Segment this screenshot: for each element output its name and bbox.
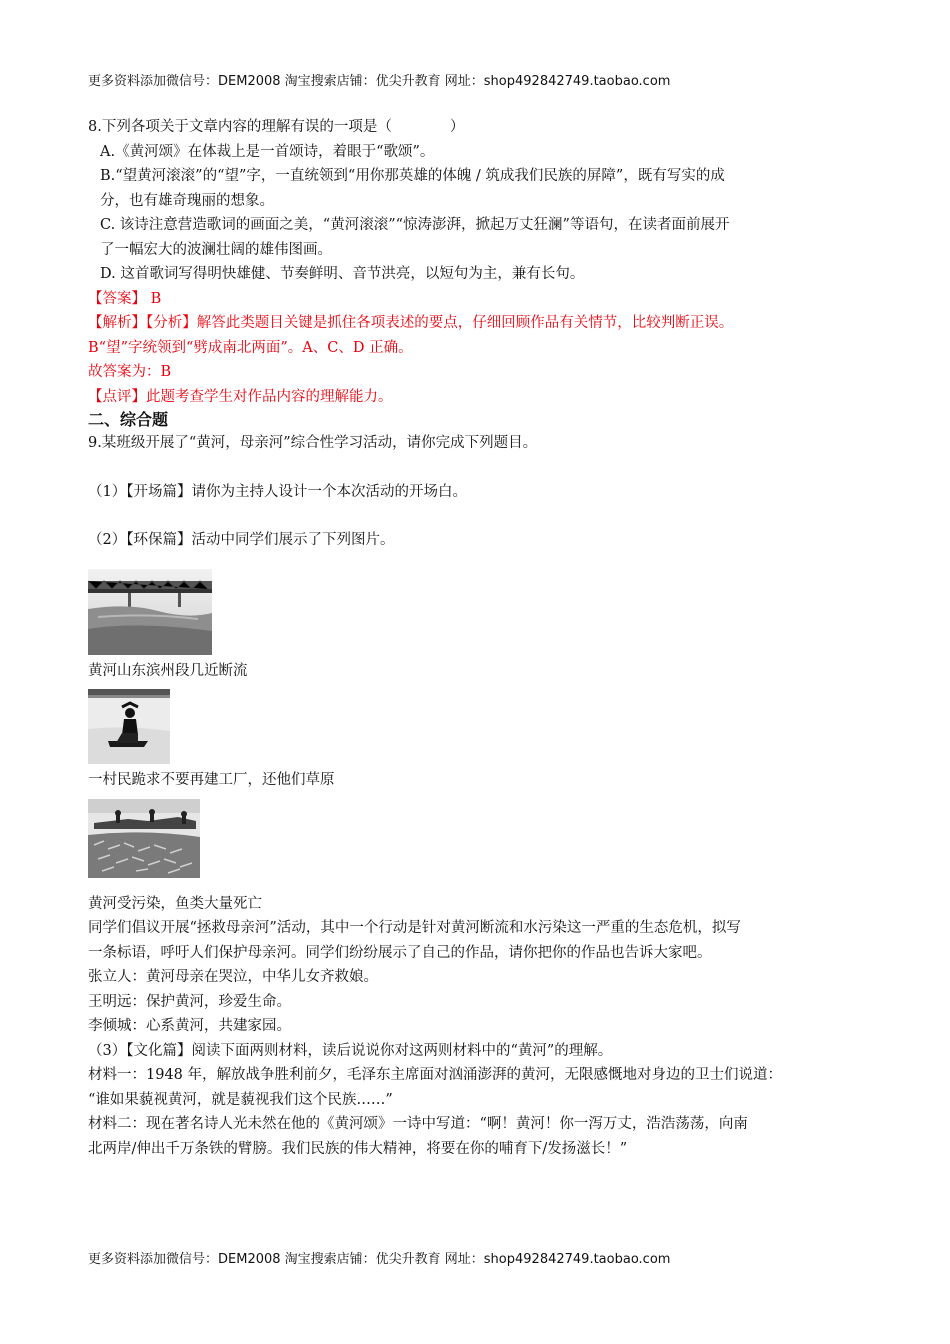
part-2: （2）【环保篇】活动中同学们展示了下列图片。 (88, 532, 395, 548)
question-8-stem: 8.下列各项关于文章内容的理解有误的一项是（ ） (88, 119, 465, 135)
paragraph-line-1: 同学们倡议开展“拯救母亲河”活动，其中一个行动是针对黄河断流和水污染这一严重的生态危机，拟写 (88, 920, 741, 936)
section-title: 二、综合题 (88, 410, 169, 429)
analysis-line-1: 【解析】【分析】解答此类题目关键是抓住各项表述的要点，仔细回顾作品有关情节，比较判断正误。 (88, 315, 734, 331)
question-9-stem: 9.某班级开展了“黄河，母亲河”综合性学习活动，请你完成下列题目。 (88, 435, 538, 451)
slogan-1: 张立人：黄河母亲在哭泣，中华儿女齐救娘。 (88, 969, 378, 985)
photo-dead-fish (88, 799, 200, 878)
slogan-2: 王明远：保护黄河，珍爱生命。 (88, 993, 291, 1010)
photo-bridge-river (88, 569, 212, 655)
comment-line: 【点评】此题考查学生对作品内容的理解能力。 (88, 388, 393, 405)
part-1: （1）【开场篇】请你为主持人设计一个本次活动的开场白。 (88, 483, 467, 500)
analysis-line-2: B“望”字统领到“劈成南北两面”。A、C、D 正确。 (88, 339, 413, 356)
option-b: B.“望黄河滚滚”的“望”字，一直统领到“用你那英雄的体魄 / 筑成我们民族的屏障”，既有写实的成 (100, 168, 725, 184)
caption-1: 黄河山东滨州段几近断流 (88, 662, 248, 679)
material-1-line-1: 材料一：1948 年，解放战争胜利前夕，毛泽东主席面对汹涌澎湃的黄河，无限感慨地对身边的卫士们说道： (88, 1067, 783, 1083)
material-2-line-1: 材料二：现在著名诗人光未然在他的《黄河颂》一诗中写道：“啊！黄河！你一泻万丈，浩浩荡荡，向南 (88, 1116, 748, 1132)
part-3: （3）【文化篇】阅读下面两则材料，读后说说你对这两则材料中的“黄河”的理解。 (88, 1042, 613, 1059)
caption-2: 一村民跪求不要再建工厂，还他们草原 (88, 772, 335, 788)
paragraph-line-2: 一条标语，呼吁人们保护母亲河。同学们纷纷展示了自己的作品，请你把你的作品也告诉大家吧。 (88, 944, 712, 961)
page-footer: 更多资料添加微信号：DEM2008 淘宝搜索店铺：优尖升教育 网址：shop492842749.taobao.com (88, 1252, 671, 1267)
material-2-line-2: 北两岸/伸出千万条铁的臂膀。我们民族的伟大精神，将要在你的哺育下/发扬滋长！” (88, 1140, 628, 1157)
page-header: 更多资料添加微信号：DEM2008 淘宝搜索店铺：优尖升教育 网址：shop492842749.taobao.com (88, 74, 671, 89)
answer-line: 【答案】 B (88, 290, 162, 307)
photo-kneeling-villager (88, 689, 170, 764)
option-a: A.《黄河颂》在体裁上是一首颂诗，着眼于“歌颂”。 (100, 143, 435, 160)
option-b-cont: 分，也有雄奇瑰丽的想象。 (100, 192, 274, 209)
option-c-cont: 了一幅宏大的波澜壮阔的雄伟图画。 (100, 241, 332, 258)
option-c: C. 该诗注意营造歌词的画面之美，“黄河滚滚”“惊涛澎湃，掀起万丈狂澜”等语句，在读者面前展开 (100, 217, 730, 233)
material-1-line-2: “谁如果藐视黄河，就是藐视我们这个民族……” (88, 1091, 393, 1108)
option-d: D. 这首歌词写得明快雄健、节奏鲜明、音节洪亮，以短句为主，兼有长句。 (100, 266, 585, 282)
slogan-3: 李倾城：心系黄河，共建家园。 (88, 1018, 291, 1034)
document-body (88, 115, 868, 1161)
final-answer: 故答案为：B (88, 364, 172, 380)
caption-3: 黄河受污染，鱼类大量死亡 (88, 895, 262, 912)
